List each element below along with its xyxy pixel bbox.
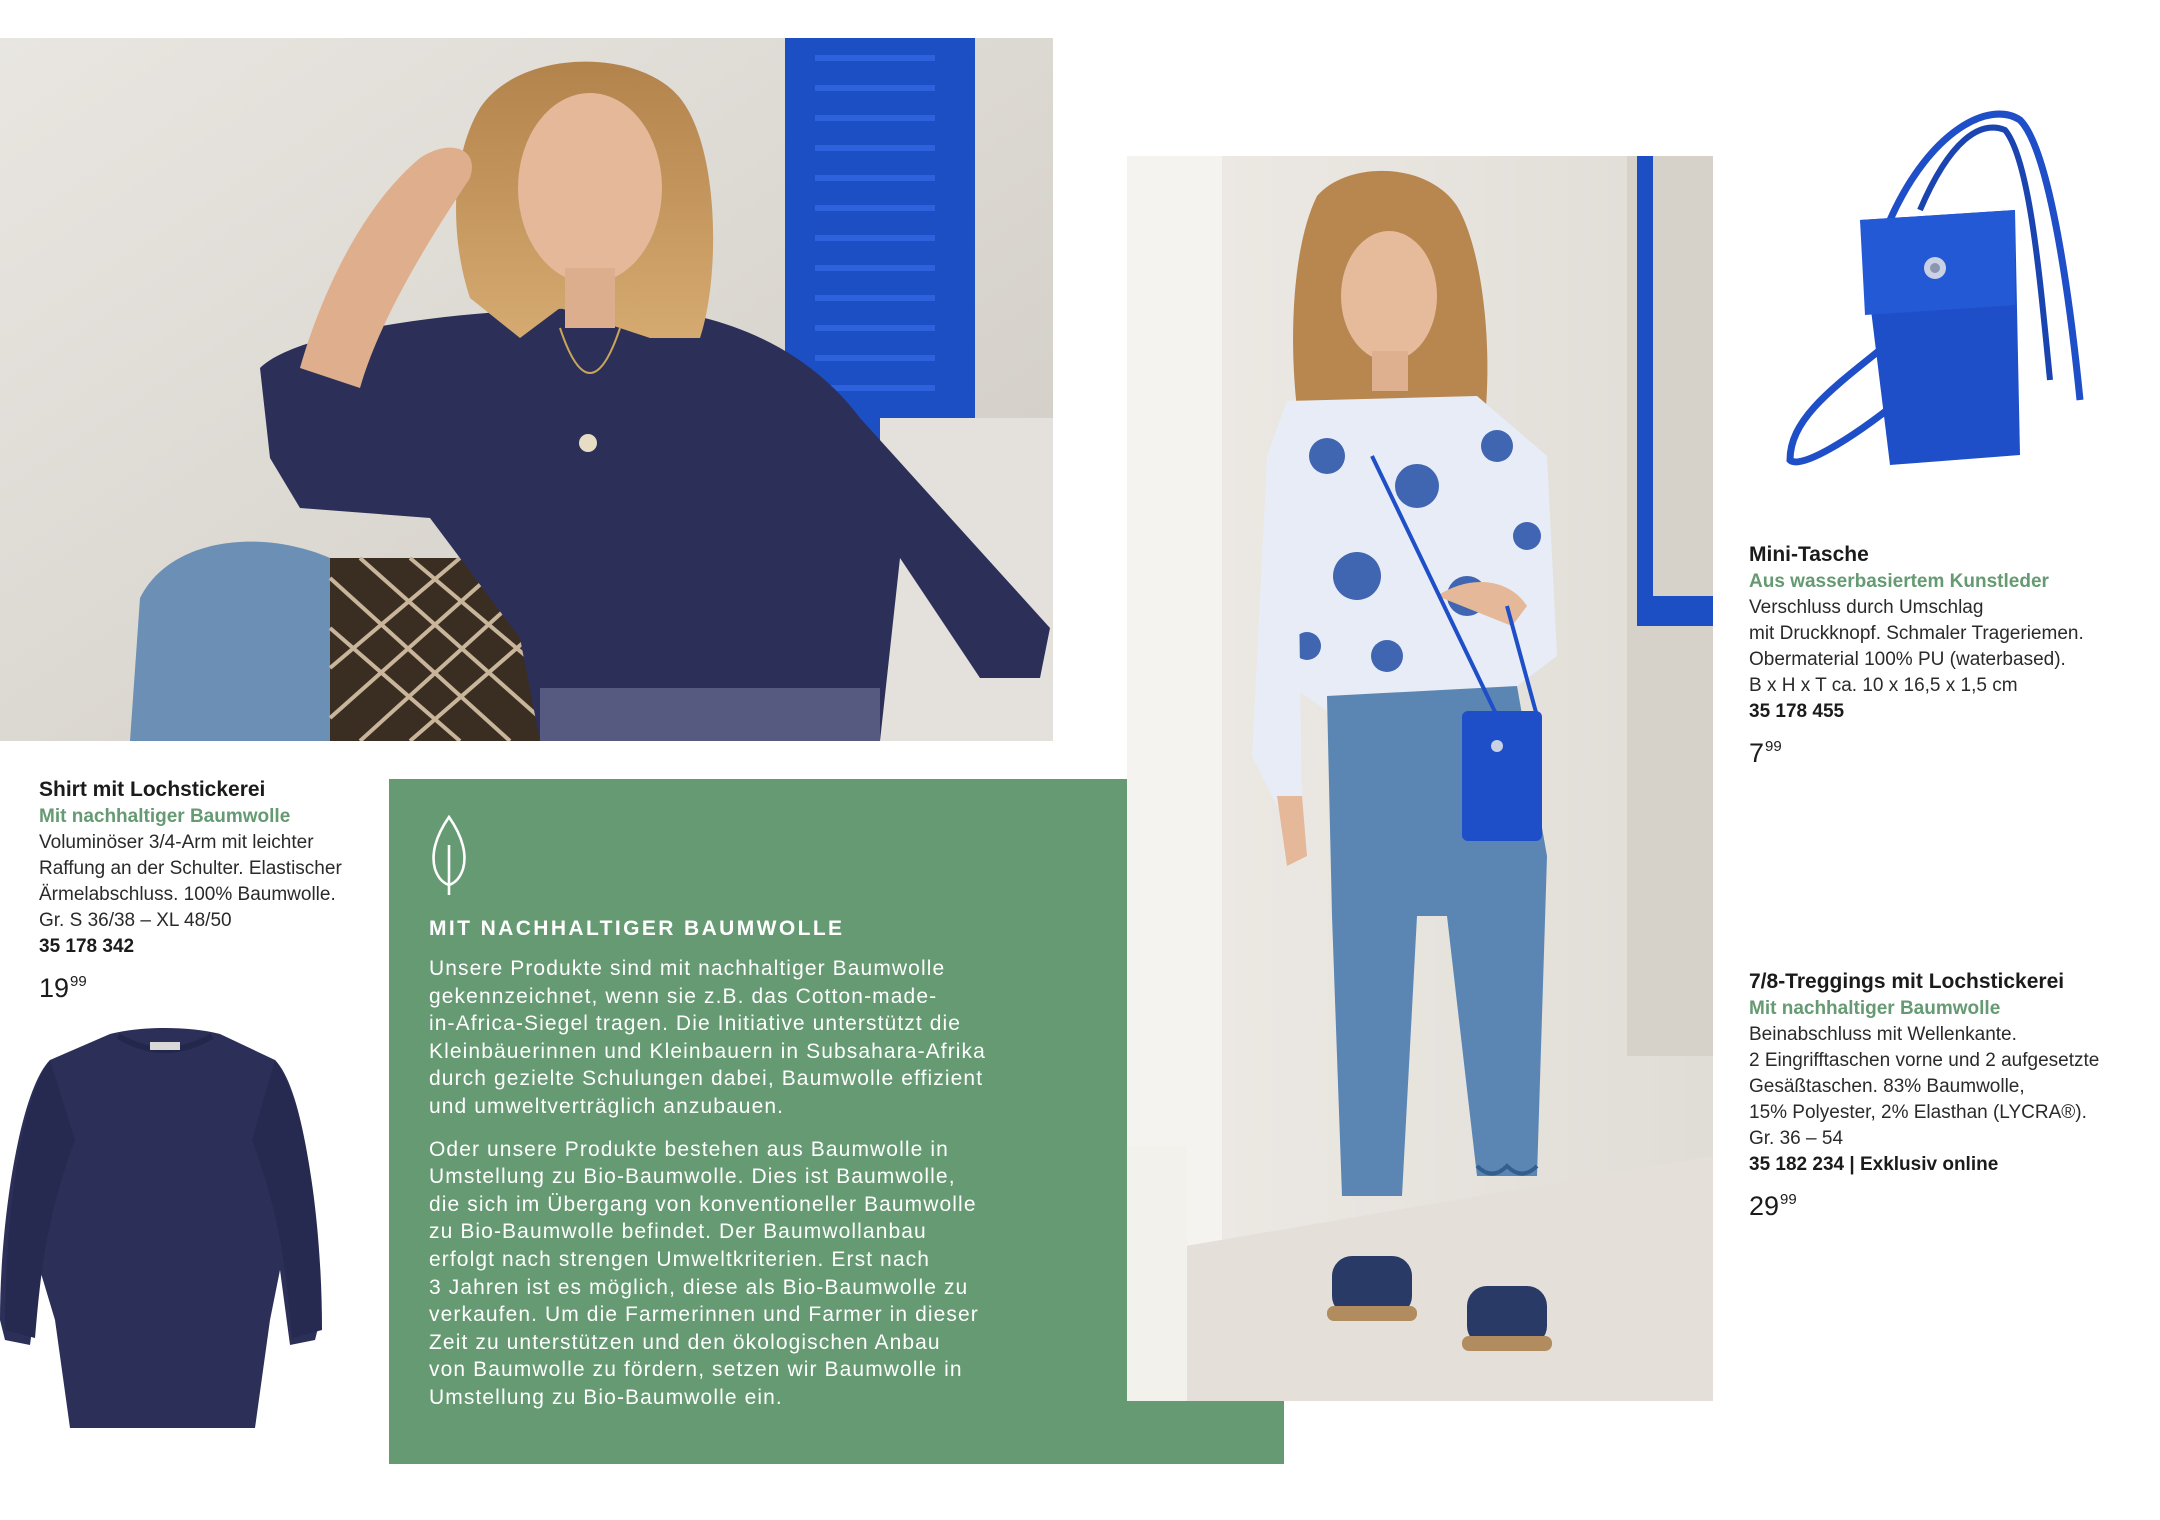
product-title: Mini-Tasche [1749,543,1869,566]
product-description: Verschluss durch Umschlag mit Druckknopf. Schmaler Trageriemen. Obermaterial 100% PU (waterbased). B x H x T ca. 10 x 16,5 x 1,5 cm [1749,597,2084,696]
product-subtitle: Aus wasserbasiertem Kunstleder [1749,571,2049,592]
price [1749,731,2149,769]
product-treggings [1749,968,2149,1222]
price-cents: 99 [70,973,87,990]
price [1749,1184,2149,1222]
product-bag [1749,541,2149,769]
product-description: Beinabschluss mit Wellenkante. 2 Eingrifftaschen vorne und 2 aufgesetzte Gesäßtaschen. 83% Baumwolle, 15% Polyester, 2% Elasthan (LYCRA®). Gr. 36 – 54 [1749,1024,2100,1149]
price-cents: 99 [1765,738,1782,755]
article-number: 35 178 342 [39,936,135,957]
article-number: 35 182 234 | Exklusiv online [1749,1154,1999,1175]
info-paragraph-2: Oder unsere Produkte bestehen aus Baumwolle in Umstellung zu Bio-Baumwolle. Dies ist Baumwolle, die sich im Übergang von konventioneller Baumwolle zu Bio-Baumwolle befindet. Der Baumwollanbau erfolgt nach strengen Umweltkriterien. Erst nach 3 Jahren ist es möglich, diese als Bio-Baumwolle zu verkaufen. Um die Farmerinnen und Farmer in dieser Zeit zu unterstützen und den ökologischen Anbau von Baumwolle zu fördern, setzen wir Baumwolle in Umstellung zu Bio-Baumwolle ein. [429,1137,979,1409]
product-description: Voluminöser 3/4-Arm mit leichter Raffung an der Schulter. Elastischer Ärmelabschluss. 100% Baumwolle. Gr. S 36/38 – XL 48/50 [39,832,342,931]
photo-bag-product [1770,100,2130,490]
price [39,966,379,1004]
photo-shirt-product [0,1020,330,1430]
price-main: 7 [1749,738,1765,768]
price-main: 29 [1749,1191,1780,1221]
article-number: 35 178 455 [1749,701,1845,722]
leaf-icon [429,815,469,897]
photo-model-treggings [1127,156,1713,1401]
photo-model-shirt [0,38,1053,741]
info-heading: MIT NACHHALTIGER BAUMWOLLE [429,917,845,940]
product-shirt [39,776,379,1004]
product-subtitle: Mit nachhaltiger Baumwolle [1749,998,2001,1019]
price-cents: 99 [1780,1191,1797,1208]
info-paragraph-1: Unsere Produkte sind mit nachhaltiger Baumwolle gekennzeichnet, wenn sie z.B. das Cotton-made- in-Africa-Siegel tragen. Die Initiative unterstützt die Kleinbäuerinnen und Kleinbauern in Subsahara-Afrika durch gezielte Schulungen dabei, Baumwolle effizient und umweltverträglich anzubauen. [429,957,986,1118]
product-subtitle: Mit nachhaltiger Baumwolle [39,806,291,827]
product-title: Shirt mit Lochstickerei [39,778,266,801]
price-main: 19 [39,973,70,1003]
product-title: 7/8-Treggings mit Lochstickerei [1749,970,2065,993]
